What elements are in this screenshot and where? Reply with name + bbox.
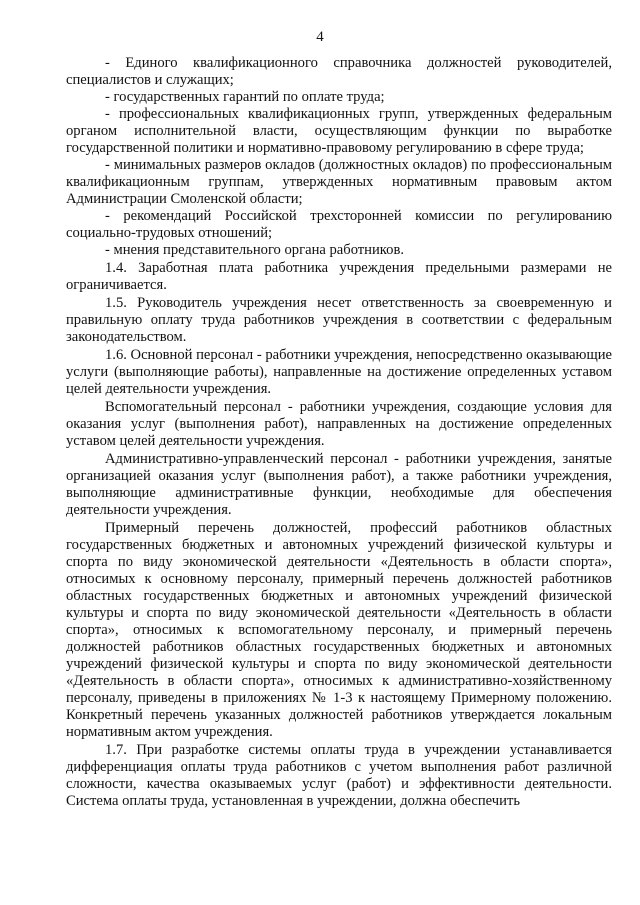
page-number: 4 bbox=[316, 29, 324, 45]
paragraph: 1.5. Руководитель учреждения несет ответственность за своевременную и правильную оплату труда работников учреждения в соответствии с федеральным законодательством. bbox=[66, 295, 612, 345]
document-body bbox=[66, 55, 612, 810]
paragraph: 1.7. При разработке системы оплаты труда в учреждении устанавливается дифференциация оплаты труда работников с учетом выполнения работ различной сложности, качества оказываемых услуг (работ) и эффективности деятельности. Система оплаты труда, установленная в учреждении, должна обеспечить bbox=[66, 742, 612, 809]
paragraph: - минимальных размеров окладов (должностных окладов) по профессиональным квалификационным группам, утвержденных нормативным правовым актом Администрации Смоленской области; bbox=[66, 157, 612, 207]
paragraph: - государственных гарантий по оплате труда; bbox=[105, 89, 385, 105]
paragraph: Административно-управленческий персонал - работники учреждения, занятые организацией оказания услуг (выполнения работ), а также работники учреждения, выполняющие административные функции, необходимые для обеспечения деятельности учреждения. bbox=[66, 451, 612, 518]
paragraph: 1.4. Заработная плата работника учреждения предельными размерами не ограничивается. bbox=[66, 260, 612, 293]
paragraph: - Единого квалификационного справочника должностей руководителей, специалистов и служащих; bbox=[66, 55, 612, 88]
paragraph: 1.6. Основной персонал - работники учреждения, непосредственно оказывающие услуги (выполняющие работы), направленные на достижение определенных уставом целей деятельности учреждения. bbox=[66, 347, 612, 397]
paragraph: Вспомогательный персонал - работники учреждения, создающие условия для оказания услуг (выполнения работ), направленных на достижение определенных уставом целей деятельности учреждения. bbox=[66, 399, 612, 449]
paragraph: Примерный перечень должностей, профессий работников областных государственных бюджетных и автономных учреждений физической культуры и спорта по виду экономической деятельности «Деятельность в области спорта», относимых к основному персоналу, примерный перечень должностей работников областных государственных бюджетных и автономных учреждений физической культуры и спорта по виду экономической деятельности «Деятельность в области спорта», относимых к вспомогательному персоналу, и примерный перечень должностей работников областных государственных бюджетных и автономных учреждений физической культуры и спорта по виду экономической деятельности «Деятельность в области спорта», относимых к административно-хозяйственному персоналу, приведены в приложениях № 1-3 к настоящему Примерному положению. Конкретный перечень указанных должностей работников утверждается локальным нормативным актом учреждения. bbox=[66, 520, 612, 740]
paragraph: - рекомендаций Российской трехсторонней комиссии по регулированию социально-трудовых отношений; bbox=[66, 208, 612, 241]
paragraph: - профессиональных квалификационных групп, утвержденных федеральным органом исполнительной власти, осуществляющим функции по выработке государственной политики и нормативно-правовому регулированию в сфере труда; bbox=[66, 106, 612, 156]
paragraph: - мнения представительного органа работников. bbox=[105, 242, 404, 258]
